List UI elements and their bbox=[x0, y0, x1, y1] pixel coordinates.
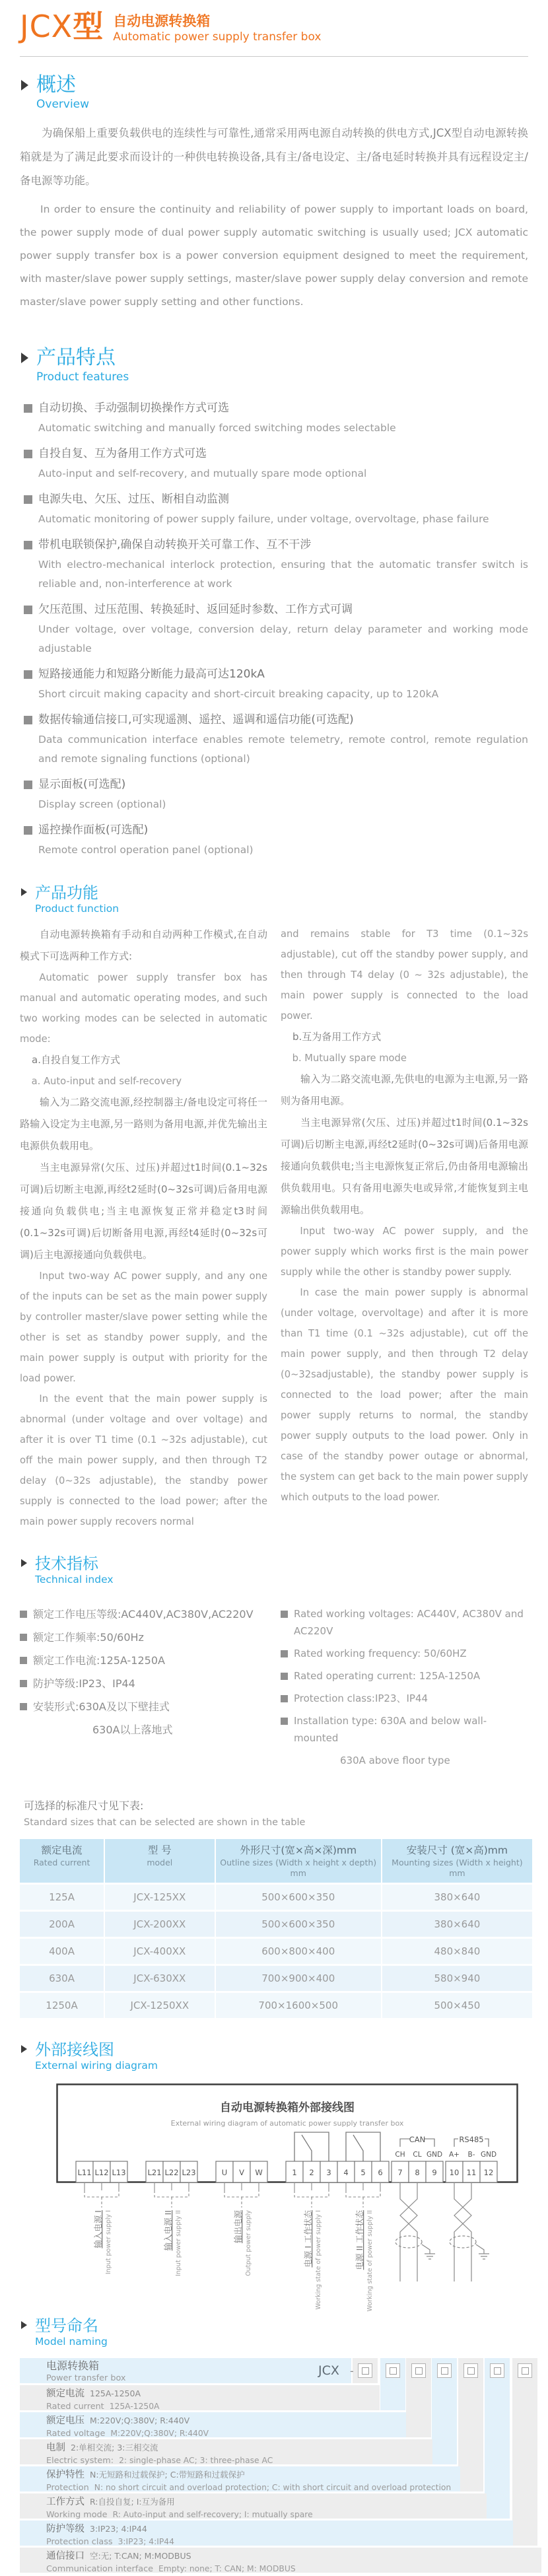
bullet-square-icon bbox=[24, 450, 32, 458]
product-model-title bbox=[20, 11, 104, 42]
naming-label-cn: 保护特性 bbox=[46, 2470, 85, 2480]
feature-en: Automatic monitoring of power supply failure, under voltage, overvoltage, phase failure bbox=[38, 513, 489, 525]
model-code-box bbox=[358, 2363, 372, 2378]
bullet-square-icon bbox=[281, 1611, 288, 1618]
group-label-en: Input power supply II bbox=[175, 2210, 182, 2276]
naming-row bbox=[20, 2385, 380, 2410]
terminal: 3 bbox=[326, 2168, 331, 2177]
function-paragraph: Automatic power supply transfer box has manual and automatic operating modes, and such two working modes can be selected in automatic mode: bbox=[20, 972, 267, 1045]
terminal: 7 bbox=[397, 2168, 403, 2177]
table-header-cell: 额定电流 Rated current bbox=[20, 1839, 104, 1883]
square-placeholder-icon bbox=[415, 2367, 423, 2375]
group-labels bbox=[93, 2210, 374, 2312]
overview-paragraph-en: In order to ensure the continuity and reliability of power supply to important loads on board, the power supply mode of dual power supply automatic switching is usually used; JCX automatic power supply transfer box is a power conversion equipment designed to meet the requirement, with master/slave power supply settings, master/slave power supply delay conversion and remote master/slave power supply setting and other functions. bbox=[20, 203, 528, 308]
naming-desc-cn: 3:IP23; 4:IP44 bbox=[90, 2524, 147, 2534]
group-label-en: Working state of power supply I bbox=[315, 2210, 322, 2310]
function-paragraph: 当主电源异常(欠压、过压)并超过t1时间(0.1~32s可调)后切断主电源,再经t2延时(0~32s可调)后备用电源接通向负载供电;当主电源恢复正常后,仍由备用电源输出供负载用电。只有备用电源失电或异常,才能恢复到主电源输出供负载用电。 bbox=[281, 1117, 528, 1216]
naming-row bbox=[20, 2521, 513, 2546]
naming-heading bbox=[20, 2316, 528, 2349]
naming-label-cn: 工作方式 bbox=[46, 2497, 85, 2507]
table-cell: 580×940 bbox=[382, 1966, 532, 1991]
naming-stripe bbox=[485, 2358, 510, 2519]
naming-desc-en: Empty: none; T: CAN; M: MODBUS bbox=[158, 2564, 296, 2573]
naming-title-en: Model naming bbox=[35, 2336, 108, 2348]
tech-item bbox=[281, 1645, 528, 1662]
bullet-square-icon bbox=[24, 495, 32, 504]
model-code-box bbox=[463, 2363, 478, 2378]
function-title-cn: 产品功能 bbox=[35, 884, 98, 902]
naming-desc-en: R: Auto-input and self-recovery; I: mutually spare bbox=[112, 2510, 313, 2519]
table-cell: 400A bbox=[20, 1939, 104, 1964]
table-header-cell: 安装尺寸 (宽×高)mm Mounting sizes (Width x height) mm bbox=[382, 1839, 532, 1883]
overview-paragraph-cn: 为确保船上重要负载供电的连续性与可靠性,通常采用两电源自动转换的供电方式,JCX型自动电源转换箱就是为了满足此要求而设计的一种供电转换设备,具有主/备电设定、主/备电延时转换并具有远程设定主/备电源等功能。 bbox=[20, 127, 528, 187]
model-code-box bbox=[490, 2363, 504, 2378]
function-paragraph: Input two-way AC power supply, and the power supply which works first is the main power supply while the other is standby power supply. bbox=[281, 1226, 528, 1278]
feature-item bbox=[24, 775, 528, 814]
bullet-square-icon bbox=[281, 1673, 288, 1680]
pin-cl: CL bbox=[413, 2151, 422, 2159]
terminal: L12 bbox=[94, 2168, 109, 2177]
naming-desc-en: 2: single-phase AC; 3: three-phase AC bbox=[119, 2456, 273, 2465]
terminal: 2 bbox=[309, 2168, 314, 2177]
wiring-diagram bbox=[56, 2083, 518, 2311]
bullet-square-icon bbox=[24, 781, 32, 789]
function-left-column bbox=[20, 924, 267, 1532]
group-label-cn: 电源 I 工作状态 bbox=[303, 2210, 313, 2268]
square-placeholder-icon bbox=[522, 2367, 529, 2375]
overview-heading bbox=[20, 74, 528, 112]
sizes-intro-en: Standard sizes that can be selected are shown in the table bbox=[24, 1817, 306, 1828]
terminal: L23 bbox=[182, 2168, 196, 2177]
rs485-label: RS485 bbox=[459, 2135, 484, 2144]
feature-cn: 自投自复、互为备用工作方式可选 bbox=[38, 447, 207, 460]
naming-label-en: Power transfer box bbox=[46, 2373, 126, 2383]
naming-desc-cn: M:220V;Q:380V; R:440V bbox=[90, 2416, 190, 2425]
bullet-square-icon bbox=[281, 1695, 288, 1702]
feature-en: Data communication interface enables remote telemetry, remote control, remote regulation and remote signaling functions (optional) bbox=[38, 734, 528, 765]
tech-columns bbox=[20, 1595, 528, 1769]
tech-heading bbox=[20, 1554, 528, 1587]
bullet-square-icon bbox=[24, 670, 32, 679]
terminal: 9 bbox=[432, 2168, 437, 2177]
table-cell: 380×640 bbox=[382, 1912, 532, 1937]
tech-item bbox=[20, 1675, 267, 1692]
tech-item bbox=[20, 1628, 267, 1646]
page-title-en: Automatic power supply transfer box bbox=[113, 30, 322, 44]
table-cell: JCX-400XX bbox=[105, 1939, 215, 1964]
bullet-square-icon bbox=[20, 1634, 27, 1641]
function-subitem: a. Auto-input and self-recovery bbox=[31, 1076, 182, 1087]
table-cell: 700×900×400 bbox=[216, 1966, 381, 1991]
model-suffix: 型 bbox=[73, 9, 104, 44]
table-header-cell: 外形尺寸(宽×高×深)mm Outline sizes (Width x height x depth) mm bbox=[216, 1839, 381, 1883]
naming-desc-cn: R:自投自复; I:互为备用 bbox=[90, 2497, 175, 2507]
naming-desc-cn: 空:无; T:CAN; M:MODBUS bbox=[90, 2551, 191, 2561]
terminal: V bbox=[239, 2168, 244, 2177]
triangle-bullet-icon bbox=[21, 2045, 27, 2053]
tech-item bbox=[281, 1690, 528, 1707]
table-cell: JCX-1250XX bbox=[105, 1993, 215, 2018]
tech-text: Installation type: 630A and below wall-mounted bbox=[294, 1715, 487, 1744]
naming-row bbox=[20, 2358, 351, 2383]
function-subitem: a.自投自复工作方式 bbox=[32, 1054, 120, 1066]
naming-row bbox=[20, 2493, 487, 2519]
function-paragraph: In the event that the main power supply is abnormal (under voltage and over voltage) and after it is over T1 time (0.1 ~32s adjustable), cut off the main power supply, and then through T2 delay (0~32s adjustable), the standby power supply is connected to the load power; after the main power supply recovers normal bbox=[20, 1393, 267, 1527]
table-cell: 630A bbox=[20, 1966, 104, 1991]
table-cell: 700×1600×500 bbox=[216, 1993, 381, 2018]
tech-item bbox=[281, 1605, 528, 1640]
function-paragraph: 输入为二路交流电源,先供电的电源为主电源,另一路则为备用电源。 bbox=[281, 1073, 528, 1107]
naming-desc-en: 125A-1250A bbox=[109, 2402, 160, 2411]
can-label: CAN bbox=[409, 2135, 426, 2144]
square-placeholder-icon bbox=[494, 2367, 501, 2375]
terminal: 10 bbox=[449, 2168, 460, 2177]
terminal: U bbox=[221, 2168, 228, 2177]
square-placeholder-icon bbox=[362, 2367, 369, 2375]
function-paragraph: Input two-way AC power supply, and any one of the inputs can be set as the main power supply by controller master/slave power setting while the other is set as standby power supply, and the main power supply is output with priority for the load power. bbox=[20, 1271, 267, 1384]
twisted-pair-cable-icon bbox=[395, 2182, 489, 2281]
bullet-square-icon bbox=[24, 716, 32, 724]
naming-label-cn: 防护等级 bbox=[46, 2524, 85, 2534]
section-naming bbox=[20, 2316, 528, 2349]
tech-text: Protection class:IP23、IP44 bbox=[294, 1692, 428, 1704]
group-label-en: Output power supply bbox=[245, 2210, 252, 2276]
tech-text: 额定工作电压等级:AC440V,AC380V,AC220V bbox=[33, 1608, 254, 1620]
naming-label-en: Rated current bbox=[46, 2402, 104, 2412]
triangle-bullet-icon bbox=[21, 1559, 27, 1567]
table-cell: 500×600×350 bbox=[216, 1885, 381, 1910]
naming-desc-en: N: no short circuit and overload protection; C: with short circuit and overload protection bbox=[94, 2483, 452, 2492]
feature-cn: 短路接通能力和短路分断能力最高可达120kA bbox=[38, 668, 265, 681]
features-list bbox=[20, 398, 528, 860]
tech-text: Rated working frequency: 50/60HZ bbox=[294, 1648, 467, 1659]
bullet-square-icon bbox=[20, 1703, 27, 1710]
tech-item bbox=[281, 1667, 528, 1685]
model-dash: - bbox=[350, 2365, 354, 2377]
group-label-cn: 电源 II 工作状态 bbox=[355, 2210, 364, 2270]
feature-en: Automatic switching and manually forced switching modes selectable bbox=[38, 422, 396, 434]
naming-desc-cn: 125A-1250A bbox=[90, 2388, 141, 2398]
bullet-square-icon bbox=[281, 1650, 288, 1657]
feature-cn: 数据传输通信接口,可实现遥测、遥控、遥调和遥信功能(可选配) bbox=[38, 713, 354, 726]
section-wiring bbox=[20, 2040, 528, 2311]
naming-row bbox=[20, 2466, 460, 2491]
terminal: 4 bbox=[343, 2168, 349, 2177]
model-prefix: JCX bbox=[318, 2363, 339, 2378]
bullet-square-icon bbox=[20, 1657, 27, 1664]
section-function bbox=[20, 884, 528, 1532]
terminal: L11 bbox=[77, 2168, 92, 2177]
features-title-en: Product features bbox=[36, 370, 129, 384]
function-heading bbox=[20, 884, 528, 916]
table-cell: 1250A bbox=[20, 1993, 104, 2018]
tech-item bbox=[20, 1652, 267, 1669]
function-paragraph: In case the main power supply is abnormal (under voltage, overvoltage) and after it is more than T1 time (0.1 ~32s adjustable), cut off the main power supply, and then through T2 delay (0~32sadjustable), the standby power supply is connected to the load power; after the main power supply returns to normal, the standby power supply outputs to the load power. Only in case of the standby power outage or abnormal, the system can get back to the main power supply which outputs to the load power. bbox=[281, 1287, 528, 1503]
square-placeholder-icon bbox=[390, 2367, 397, 2375]
terminal: 8 bbox=[415, 2168, 420, 2177]
table-cell: JCX-630XX bbox=[105, 1966, 215, 1991]
section-overview bbox=[20, 74, 528, 314]
naming-row bbox=[20, 2439, 432, 2464]
group-label-en: Input power supply I bbox=[105, 2210, 112, 2275]
naming-desc-cn: N:无短路和过载保护; C:带短路和过载保护 bbox=[90, 2470, 245, 2480]
group-label-cn: 输入电源 II bbox=[163, 2210, 173, 2251]
naming-stripe bbox=[512, 2358, 537, 2546]
bullet-square-icon bbox=[20, 1680, 27, 1687]
feature-en: With electro-mechanical interlock protection, ensuring that the automatic transfer switch is reliable and, non-interference at work bbox=[38, 559, 528, 590]
feature-item bbox=[24, 398, 528, 438]
bullet-square-icon bbox=[24, 541, 32, 549]
table-cell: 600×800×400 bbox=[216, 1939, 381, 1964]
group-label-en: Working state of power supply II bbox=[366, 2210, 374, 2312]
tech-text: 安装形式:630A及以下壁挂式 bbox=[33, 1700, 170, 1713]
tech-continuation: 630A above floor type bbox=[340, 1755, 450, 1766]
feature-item bbox=[24, 710, 528, 769]
sizes-table bbox=[20, 1839, 528, 2018]
naming-stripe bbox=[458, 2358, 483, 2491]
group-brackets bbox=[85, 2190, 380, 2208]
terminal: 1 bbox=[292, 2168, 297, 2177]
tech-right-column bbox=[281, 1595, 528, 1769]
section-features bbox=[20, 347, 528, 860]
feature-en: Auto-input and self-recovery, and mutually spare mode optional bbox=[38, 468, 367, 479]
feature-cn: 欠压范围、过压范围、转换延时、返回延时参数、工作方式可调 bbox=[38, 603, 353, 616]
diagram-title-en: External wiring diagram of automatic power supply transfer box bbox=[170, 2119, 404, 2128]
table-cell: 500×600×350 bbox=[216, 1912, 381, 1937]
table-cell: 500×450 bbox=[382, 1993, 532, 2018]
terminal: 6 bbox=[378, 2168, 383, 2177]
terminal: L21 bbox=[147, 2168, 162, 2177]
naming-label-cn: 电制 bbox=[46, 2443, 65, 2453]
tech-continuation: 630A以上落地式 bbox=[92, 1723, 173, 1736]
group-label-cn: 输入电源 I bbox=[93, 2210, 103, 2248]
model-code-box bbox=[518, 2363, 532, 2378]
function-subitem: b.互为备用工作方式 bbox=[292, 1031, 382, 1043]
feature-cn: 带机电联锁保护,确保自动转换开关可靠工作、互不干涉 bbox=[38, 538, 312, 551]
terminal: 11 bbox=[466, 2168, 477, 2177]
bullet-square-icon bbox=[24, 606, 32, 614]
naming-desc-en: 3:IP23; 4:IP44 bbox=[118, 2537, 174, 2546]
terminal: 5 bbox=[360, 2168, 366, 2177]
diagram-title-cn: 自动电源转换箱外部接线图 bbox=[220, 2101, 355, 2114]
tech-item bbox=[20, 1698, 267, 1716]
feature-cn: 电源失电、欠压、过压、断相自动监测 bbox=[38, 493, 229, 506]
feature-item bbox=[24, 444, 528, 483]
tech-title-en: Technical index bbox=[35, 1574, 114, 1585]
feature-item bbox=[24, 820, 528, 860]
table-cell: JCX-125XX bbox=[105, 1885, 215, 1910]
naming-row bbox=[20, 2412, 406, 2437]
group-label-cn: 输出电源 bbox=[233, 2210, 243, 2244]
naming-label-en: Electric system: bbox=[46, 2456, 114, 2466]
naming-label-cn: 通信接口 bbox=[46, 2551, 85, 2561]
naming-label-en: Working mode bbox=[46, 2510, 108, 2520]
feature-cn: 显示面板(可选配) bbox=[38, 778, 126, 791]
feature-cn: 遥控操作面板(可选配) bbox=[38, 823, 149, 837]
naming-label-en: Communication interface bbox=[46, 2564, 154, 2574]
triangle-bullet-icon bbox=[21, 888, 27, 896]
naming-label-en: Rated voltage bbox=[46, 2429, 106, 2439]
naming-title-cn: 型号命名 bbox=[35, 2316, 98, 2335]
function-right-column bbox=[281, 924, 528, 1532]
tech-text: 额定工作频率:50/60Hz bbox=[33, 1631, 144, 1644]
feature-en: Short circuit making capacity and short-circuit breaking capacity, up to 120kA bbox=[38, 688, 439, 700]
feature-en: Remote control operation panel (optional) bbox=[38, 844, 254, 856]
bullet-square-icon bbox=[20, 1611, 27, 1618]
feature-cn: 自动切换、手动强制切换操作方式可选 bbox=[38, 401, 229, 415]
page-header bbox=[0, 0, 548, 44]
wiring-title-en: External wiring diagram bbox=[35, 2060, 158, 2071]
model-code-box bbox=[386, 2363, 400, 2378]
tech-text: 额定工作电流:125A-1250A bbox=[33, 1654, 165, 1667]
pin-gnd: GND bbox=[426, 2151, 443, 2159]
feature-item bbox=[24, 664, 528, 704]
features-title-cn: 产品特点 bbox=[36, 346, 116, 369]
tech-text: Rated working voltages: AC440V, AC380V and AC220V bbox=[294, 1608, 524, 1637]
feature-en: Under voltage, over voltage, conversion delay, return delay parameter and working mode adjustable bbox=[38, 623, 528, 654]
feature-item bbox=[24, 489, 528, 529]
function-paragraph: 当主电源异常(欠压、过压)并超过t1时间(0.1~32s可调)后切断主电源,再经t2延时(0~32s可调)后备用电源接通向负载供电;当主电源恢复正常并稳定t3时间(0.1~32s可调)后切断备用电源,再经t4延时(0~32s可调)后主电源接通向负载供电。 bbox=[20, 1162, 267, 1261]
page-title-cn: 自动电源转换箱 bbox=[113, 13, 211, 29]
function-title-en: Product function bbox=[35, 903, 120, 915]
square-placeholder-icon bbox=[467, 2367, 475, 2375]
square-placeholder-icon bbox=[441, 2367, 448, 2375]
feature-item bbox=[24, 535, 528, 594]
title-block bbox=[113, 11, 321, 44]
naming-desc-cn: 2:单相交流; 3:三相交流 bbox=[71, 2443, 158, 2453]
terminal: W bbox=[255, 2168, 263, 2177]
tech-left-column bbox=[20, 1595, 267, 1769]
header-divider bbox=[20, 56, 528, 57]
naming-label-en: Protection class bbox=[46, 2537, 113, 2547]
naming-label-cn: 额定电流 bbox=[46, 2388, 85, 2399]
triangle-bullet-icon bbox=[21, 2321, 27, 2329]
tech-item bbox=[281, 1712, 528, 1747]
triangle-bullet-icon bbox=[21, 353, 28, 363]
function-paragraph: and remains stable for T3 time (0.1~32s adjustable), cut off the standby power supply, and then through T4 delay (0 ~ 32s adjustable), the main power supply is connected to the load power. bbox=[281, 928, 528, 1022]
table-cell: 200A bbox=[20, 1912, 104, 1937]
section-tech bbox=[20, 1554, 528, 2018]
pin-b-minus: B- bbox=[467, 2151, 475, 2159]
model-code-box bbox=[411, 2363, 426, 2378]
sizes-intro-cn: 可选择的标准尺寸见下表: bbox=[24, 1799, 144, 1812]
feature-item bbox=[24, 600, 528, 658]
feature-en: Display screen (optional) bbox=[38, 798, 166, 810]
table-header-cell: 型 号 model bbox=[105, 1839, 215, 1883]
overview-title-en: Overview bbox=[36, 98, 90, 111]
function-paragraph: 自动电源转换箱有手动和自动两种工作模式,在自动模式下可选两种工作方式: bbox=[20, 928, 267, 962]
model-code: JCX bbox=[20, 9, 73, 44]
wire-stubs bbox=[85, 2182, 380, 2190]
table-cell: 380×640 bbox=[382, 1885, 532, 1910]
pin-a-plus: A+ bbox=[449, 2151, 460, 2159]
naming-label-cn: 额定电压 bbox=[46, 2416, 85, 2426]
pin-gnd: GND bbox=[480, 2151, 497, 2159]
tech-text: Rated operating current: 125A-1250A bbox=[294, 1670, 481, 1682]
naming-row bbox=[20, 2548, 541, 2573]
bullet-square-icon bbox=[24, 404, 32, 413]
function-columns bbox=[20, 924, 528, 1532]
pin-ch: CH bbox=[395, 2151, 405, 2159]
terminal: L13 bbox=[112, 2168, 126, 2177]
terminal: L22 bbox=[164, 2168, 179, 2177]
tech-item bbox=[20, 1605, 267, 1623]
bullet-square-icon bbox=[281, 1718, 288, 1725]
tech-title-cn: 技术指标 bbox=[35, 1554, 98, 1573]
model-code-box bbox=[437, 2363, 452, 2378]
table-cell: JCX-200XX bbox=[105, 1912, 215, 1937]
overview-title-cn: 概述 bbox=[36, 73, 76, 96]
function-paragraph: 输入为二路交流电源,经控制器主/备电设定可将任一路输入设定为主电源,另一路则为备用电源,并优先输出主电源供负载用电。 bbox=[20, 1096, 267, 1152]
terminal: 12 bbox=[483, 2168, 494, 2177]
tech-text: 防护等级:IP23、IP44 bbox=[33, 1677, 135, 1690]
wiring-heading bbox=[20, 2040, 528, 2073]
function-subitem: b. Mutually spare mode bbox=[292, 1053, 407, 1064]
features-heading bbox=[20, 347, 528, 385]
wiring-title-cn: 外部接线图 bbox=[35, 2040, 114, 2059]
naming-label-en: Protection bbox=[46, 2483, 89, 2493]
naming-label-cn: 电源转换箱 bbox=[46, 2359, 100, 2372]
naming-desc-en: M:220V;Q:380V; R:440V bbox=[110, 2429, 209, 2438]
bullet-square-icon bbox=[24, 826, 32, 835]
table-cell: 480×840 bbox=[382, 1939, 532, 1964]
table-cell: 125A bbox=[20, 1885, 104, 1910]
model-naming-diagram bbox=[20, 2358, 541, 2576]
triangle-bullet-icon bbox=[21, 80, 28, 90]
